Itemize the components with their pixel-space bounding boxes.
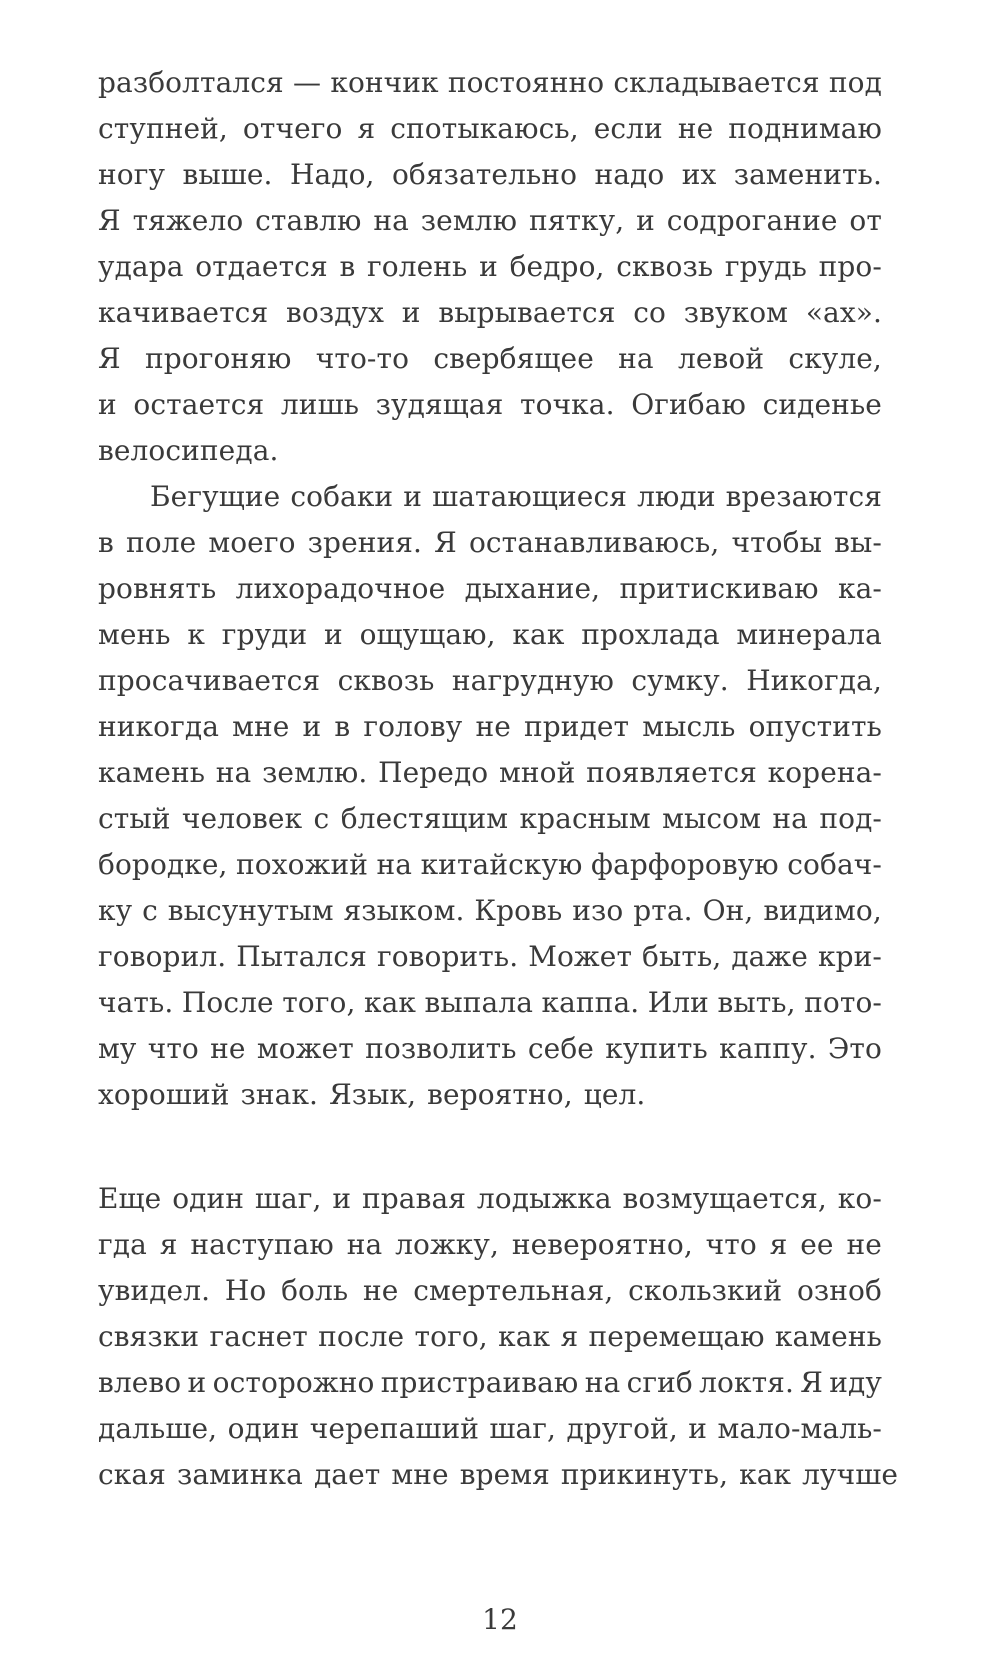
word: собаки [290, 480, 394, 513]
word: грудь [724, 250, 807, 283]
word: тяжело [132, 204, 244, 237]
word: выше. [182, 158, 273, 191]
word: другой, [566, 1412, 678, 1445]
word: поле [125, 526, 197, 559]
word: велосипеда. [98, 434, 279, 467]
word: на [215, 756, 252, 789]
word: к [187, 618, 206, 651]
word: мысль [642, 710, 736, 743]
text-line [98, 106, 882, 152]
word: Я [98, 342, 121, 375]
word: остается [133, 388, 265, 421]
page-number: 12 [482, 1603, 518, 1636]
text-line [98, 290, 882, 336]
word: скользкий [628, 1274, 783, 1307]
paragraph-3 [98, 1176, 899, 1498]
word: заминка [176, 1458, 303, 1491]
word: камень [774, 1320, 882, 1353]
word: дальше, [98, 1412, 218, 1445]
word: притискиваю [619, 572, 819, 605]
word: постоянно [447, 66, 605, 99]
word: в [339, 250, 356, 283]
word: камень [98, 756, 206, 789]
word: Или [647, 986, 709, 1019]
word: про- [818, 250, 882, 283]
word: воздух [286, 296, 385, 329]
word: удара [98, 250, 184, 283]
word: видимо, [763, 894, 882, 927]
word: я [560, 1320, 579, 1353]
word: с [142, 894, 158, 927]
text-line [98, 612, 882, 658]
word: на [376, 848, 413, 881]
word: выпала [424, 986, 534, 1019]
word: Передо [378, 756, 489, 789]
word: После [181, 986, 274, 1019]
word: — [293, 66, 322, 99]
word: я [357, 112, 376, 145]
word: мне [232, 710, 290, 743]
word: люди [637, 480, 716, 513]
word: землю [420, 204, 518, 237]
word: фарфоровую [591, 848, 779, 881]
word: и [187, 1366, 207, 1399]
text-line [98, 1072, 882, 1118]
word: боль [281, 1274, 349, 1307]
word: озноб [796, 1274, 882, 1307]
text-line [98, 428, 882, 474]
text-block-bottom [98, 1176, 899, 1498]
word: и [688, 1412, 708, 1445]
text-block-top [98, 60, 882, 1118]
word: высунутым [167, 894, 334, 927]
word: прохлада [581, 618, 720, 651]
word: лихорадочное [235, 572, 446, 605]
word: прикинуть, [560, 1458, 729, 1491]
word: вы- [834, 526, 882, 559]
word: со [633, 296, 666, 329]
word: останавливаюсь, [468, 526, 720, 559]
word: кри- [817, 940, 882, 973]
word: Бегущие [150, 480, 281, 513]
word: каппа. [541, 986, 640, 1019]
word: под- [819, 802, 882, 835]
word: врезаются [725, 480, 882, 513]
text-line [98, 980, 882, 1026]
word: никогда [98, 710, 219, 743]
word: Может [528, 940, 633, 973]
word: ровнять [98, 572, 217, 605]
word: ставлю [255, 204, 362, 237]
word: один [172, 1182, 245, 1215]
text-line [98, 1406, 882, 1452]
word: Надо, [289, 158, 375, 191]
text-line [98, 1360, 882, 1406]
paragraph-1 [98, 60, 882, 474]
word: наступаю [190, 1228, 334, 1261]
word: красным [519, 802, 651, 835]
word: землю. [262, 756, 368, 789]
word: иду [829, 1366, 882, 1399]
word: связки [98, 1320, 200, 1353]
word: быть, [642, 940, 722, 973]
word: разболтался [98, 66, 284, 99]
word: того, [414, 1320, 488, 1353]
word: Еще [98, 1182, 162, 1215]
word: шатающиеся [432, 480, 628, 513]
word: увидел. [98, 1274, 211, 1307]
word: зрения. [307, 526, 423, 559]
word: свербящее [433, 342, 594, 375]
word: может [256, 1032, 354, 1065]
word: сквозь [616, 250, 714, 283]
word: «ах». [805, 296, 882, 329]
word: один [227, 1412, 300, 1445]
word: как [498, 1320, 551, 1353]
word: точка. [520, 388, 615, 421]
word: знак. [240, 1078, 319, 1111]
word: сумку. [631, 664, 729, 697]
word: как [512, 618, 565, 651]
word: нагрудную [451, 664, 614, 697]
word: мало-маль- [717, 1412, 882, 1445]
word: ку [98, 894, 133, 927]
word: языком. [343, 894, 465, 927]
word: на [346, 1228, 383, 1261]
word: и [98, 388, 117, 421]
word: сквозь [337, 664, 435, 697]
word: Пытался [236, 940, 367, 973]
text-line [98, 198, 882, 244]
text-line [98, 474, 882, 520]
word: ощущаю, [359, 618, 496, 651]
word: время [459, 1458, 550, 1491]
word: пристраиваю [380, 1366, 579, 1399]
text-line [98, 888, 882, 934]
word: сиденье [762, 388, 882, 421]
word: опустить [748, 710, 882, 743]
word: если [593, 112, 663, 145]
text-line [98, 1026, 882, 1072]
word: не [363, 1274, 399, 1307]
word: осторожно [212, 1366, 375, 1399]
word: ка- [837, 572, 882, 605]
word: на [618, 342, 654, 375]
word: ложку, [395, 1228, 499, 1261]
word: Он, [702, 894, 754, 927]
word: лишь [280, 388, 360, 421]
word: китайскую [420, 848, 583, 881]
text-line [98, 382, 882, 428]
word: гда [98, 1228, 147, 1261]
word: выть, [717, 986, 796, 1019]
word: и [401, 296, 421, 329]
text-line [98, 1452, 899, 1498]
word: Кровь [474, 894, 563, 927]
word: хороший [98, 1078, 230, 1111]
word: дыхание, [464, 572, 601, 605]
text-line [98, 566, 882, 612]
word: вероятно, [427, 1078, 573, 1111]
word: похожий [236, 848, 368, 881]
word: и [403, 480, 423, 513]
word: лодыжка [476, 1182, 612, 1215]
word: шаг, [254, 1182, 322, 1215]
word: голень [367, 250, 468, 283]
word: ногу [98, 158, 166, 191]
word: под [828, 66, 882, 99]
word: на [373, 204, 409, 237]
word: в [98, 526, 114, 559]
word: качивается [98, 296, 269, 329]
word: купить [605, 1032, 708, 1065]
word: скуле, [788, 342, 882, 375]
word: груди [221, 618, 308, 651]
word: черепаший [309, 1412, 479, 1445]
word: пото- [804, 986, 882, 1019]
word: голову [363, 710, 463, 743]
text-line [98, 704, 882, 750]
word: на [584, 1366, 621, 1399]
word: Это [827, 1032, 882, 1065]
word: гаснет [209, 1320, 308, 1353]
word: мысом [662, 802, 762, 835]
paragraph-2 [98, 474, 882, 1118]
word: того, [282, 986, 356, 1019]
word: мне [391, 1458, 449, 1491]
word: от [849, 204, 882, 237]
word: что [147, 1032, 199, 1065]
word: я [159, 1228, 178, 1261]
word: заменить. [733, 158, 882, 191]
text-line [98, 244, 882, 290]
word: Но [224, 1274, 267, 1307]
text-line [98, 1222, 882, 1268]
text-line [98, 152, 882, 198]
word: Я [98, 204, 121, 237]
word: собач- [787, 848, 882, 881]
text-line [98, 336, 882, 382]
word: поднимаю [728, 112, 882, 145]
word: и [479, 250, 498, 283]
word: не [846, 1228, 882, 1261]
word: с [313, 802, 330, 835]
word: моего [208, 526, 296, 559]
word: зудящая [375, 388, 504, 421]
word: придет [523, 710, 630, 743]
word: в [334, 710, 351, 743]
word: как [364, 986, 416, 1019]
word: рта. [633, 894, 693, 927]
word: мень [98, 618, 171, 651]
text-line [98, 1176, 882, 1222]
word: правая [362, 1182, 467, 1215]
word: Я [434, 526, 457, 559]
word: и [332, 1182, 352, 1215]
word: не [475, 710, 511, 743]
word: вырывается [438, 296, 616, 329]
word: левой [678, 342, 765, 375]
word: прогоняю [145, 342, 292, 375]
word: блестящим [340, 802, 509, 835]
word: что [705, 1228, 757, 1261]
word: и [302, 710, 322, 743]
text-line [98, 60, 882, 106]
word: ее [800, 1228, 834, 1261]
word: му [98, 1032, 137, 1065]
word: обязательно [391, 158, 578, 191]
word: складывается [613, 66, 820, 99]
word: звуком [683, 296, 789, 329]
word: ко- [837, 1182, 882, 1215]
word: я [769, 1228, 788, 1261]
word: позволить [365, 1032, 517, 1065]
word: Никогда, [746, 664, 882, 697]
word: стый [98, 802, 171, 835]
word: ступней, [98, 112, 228, 145]
word: отдается [195, 250, 328, 283]
word: даже [731, 940, 808, 973]
text-line [98, 1314, 882, 1360]
word: не [210, 1032, 246, 1065]
word: локтя. [699, 1366, 794, 1399]
word: и [636, 204, 655, 237]
word: как [739, 1458, 792, 1491]
word: сгиб [626, 1366, 693, 1399]
word: Я [800, 1366, 823, 1399]
word: после [318, 1320, 405, 1353]
word: кончик [330, 66, 439, 99]
word: спотыкаюсь, [390, 112, 579, 145]
word: чать. [98, 986, 174, 1019]
word: на [772, 802, 808, 835]
word: дает [313, 1458, 381, 1491]
text-line [98, 842, 882, 888]
text-line [98, 750, 882, 796]
word: ская [98, 1458, 166, 1491]
word: их [681, 158, 717, 191]
word: чтобы [731, 526, 822, 559]
word: что-то [315, 342, 410, 375]
word: содрогание [666, 204, 838, 237]
text-line [98, 520, 882, 566]
word: Огибаю [631, 388, 747, 421]
word: лучше [802, 1458, 899, 1491]
word: шаг, [489, 1412, 557, 1445]
text-line [98, 658, 882, 704]
text-line [98, 796, 882, 842]
word: не [677, 112, 714, 145]
word: корена- [767, 756, 882, 789]
word: минерала [736, 618, 882, 651]
word: отчего [242, 112, 343, 145]
word: и [324, 618, 343, 651]
text-line [98, 934, 882, 980]
word: изо [572, 894, 624, 927]
word: бородке, [98, 848, 228, 881]
word: перемещаю [588, 1320, 765, 1353]
word: себе [527, 1032, 594, 1065]
word: просачивается [98, 664, 321, 697]
word: Язык, [329, 1078, 417, 1111]
word: цел. [583, 1078, 646, 1111]
word: смертельная, [413, 1274, 614, 1307]
word: влево [98, 1366, 182, 1399]
word: возмущается, [622, 1182, 827, 1215]
word: бедро, [509, 250, 605, 283]
word: появляется [586, 756, 757, 789]
word: мной [498, 756, 576, 789]
word: говорил. [98, 940, 227, 973]
text-line [98, 1268, 882, 1314]
word: человек [181, 802, 303, 835]
word: невероятно, [511, 1228, 693, 1261]
word: надо [594, 158, 665, 191]
word: пятку, [528, 204, 625, 237]
word: говорить. [376, 940, 519, 973]
word: каппу. [719, 1032, 817, 1065]
